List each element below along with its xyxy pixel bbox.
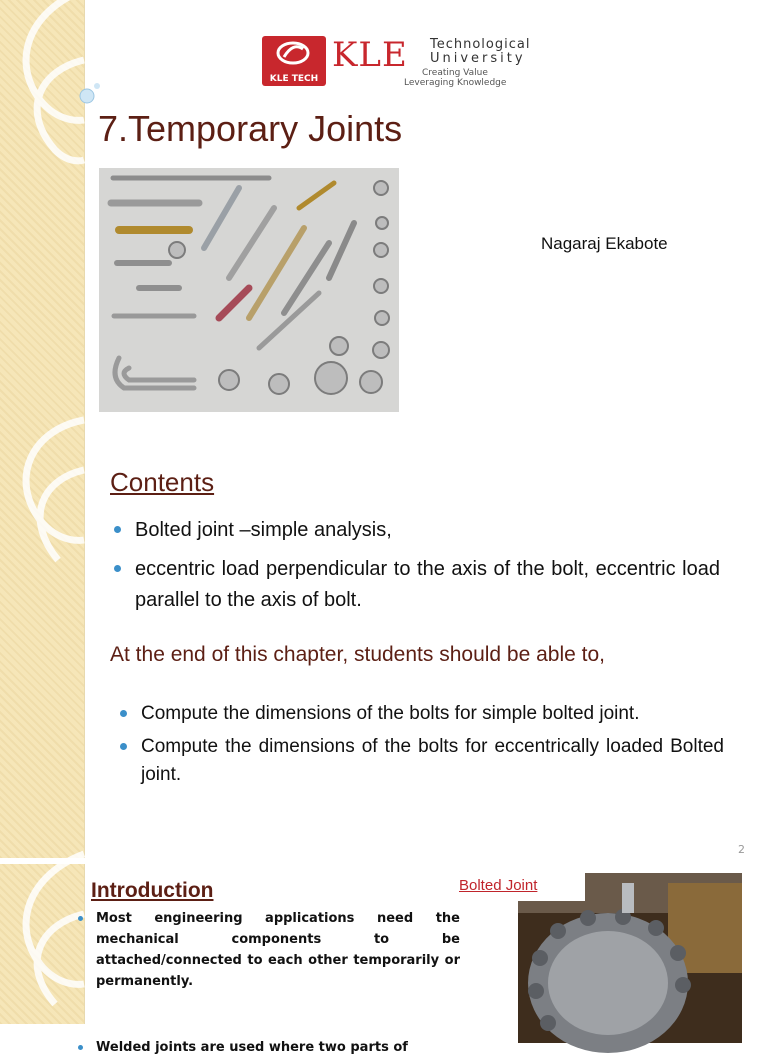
logo-name-line2: University xyxy=(430,51,526,66)
bullet-icon xyxy=(114,565,121,572)
bullet-icon xyxy=(78,916,83,921)
bullet-icon xyxy=(78,1045,83,1050)
fasteners-image xyxy=(99,168,399,412)
logo-tagline xyxy=(404,68,506,88)
list-item xyxy=(78,1037,460,1058)
introduction-list xyxy=(78,908,460,1058)
logo-tagline-line1: Creating Value xyxy=(422,68,488,78)
list-item-text: Bolted joint –simple analysis, xyxy=(135,519,392,541)
swirl-decoration xyxy=(0,0,84,858)
swirl-decoration xyxy=(0,864,84,1024)
fasteners-photo xyxy=(99,168,399,412)
bullet-icon xyxy=(114,526,121,533)
logo-tagline-line2: Leveraging Knowledge xyxy=(404,78,507,88)
list-item xyxy=(112,515,720,546)
list-item-text: Compute the dimensions of the bolts for eccentrically loaded Bolted joint. xyxy=(141,736,724,785)
logo-wordmark: KLE xyxy=(332,35,408,75)
author-name: Nagaraj Ekabote xyxy=(541,234,668,253)
logo-name xyxy=(430,38,530,66)
list-item xyxy=(78,908,460,992)
contents-heading: Contents xyxy=(110,467,215,497)
list-item-text: Most engineering applications need the mechanical components to be attached/connected to each other temporarily or permanently. xyxy=(96,911,460,989)
list-item xyxy=(118,700,724,728)
decorative-side-strip xyxy=(0,864,85,1024)
university-logo xyxy=(262,36,542,88)
introduction-heading: Introduction xyxy=(91,879,214,902)
list-item xyxy=(112,554,720,616)
list-item-text: Welded joints are used where two parts of xyxy=(96,1040,408,1055)
bullet-icon xyxy=(120,710,127,717)
page-number: 2 xyxy=(738,843,745,856)
list-item-text: eccentric load perpendicular to the axis of the bolt, eccentric load parallel to the axis of bolt. xyxy=(135,558,720,611)
logo-badge-text: KLE TECH xyxy=(269,74,319,84)
logo-emblem-icon xyxy=(276,40,310,66)
outcomes-heading: At the end of this chapter, students should be able to, xyxy=(110,643,606,666)
logo-name-line1: Technological xyxy=(430,37,531,52)
bolted-joint-label-box xyxy=(455,869,585,901)
slide-2 xyxy=(0,864,768,1055)
bolted-joint-label: Bolted Joint xyxy=(459,877,538,894)
logo-badge xyxy=(262,36,326,86)
contents-list xyxy=(112,515,720,624)
list-item xyxy=(118,733,724,789)
slide-title: 7.Temporary Joints xyxy=(98,108,403,149)
list-item-text: Compute the dimensions of the bolts for simple bolted joint. xyxy=(141,703,640,724)
bullet-icon xyxy=(120,743,127,750)
decorative-side-strip xyxy=(0,0,85,858)
outcomes-list xyxy=(118,700,724,794)
